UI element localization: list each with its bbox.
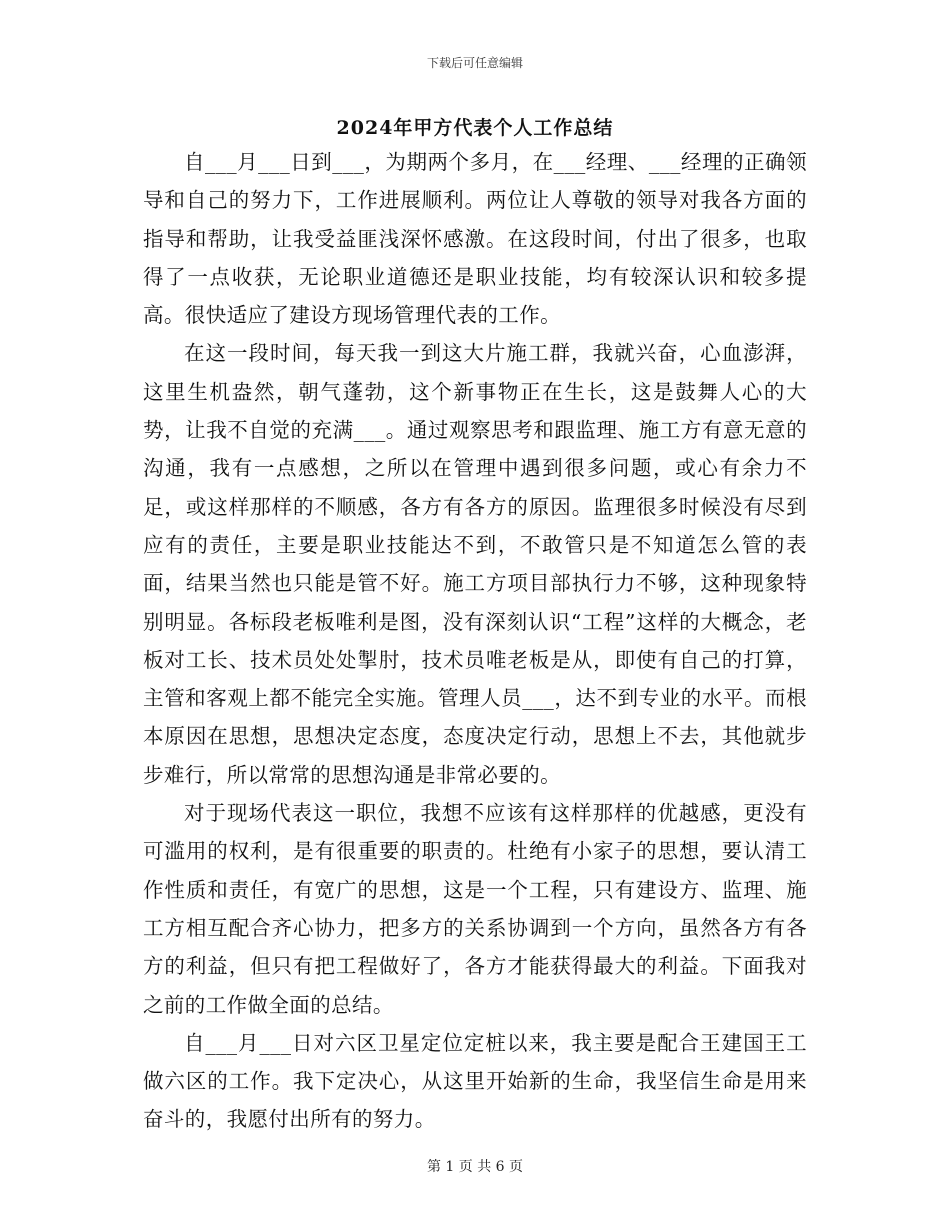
paragraph-4: 自___月___日对六区卫星定位定桩以来，我主要是配合王建国王工做六区的工作。我下定决心，从这里开始新的生命，我坚信生命是用来奋斗的，我愿付出所有的努力。 <box>143 1030 807 1132</box>
paragraph-2: 在这一段时间，每天我一到这大片施工群，我就兴奋，心血澎湃，这里生机盎然，朝气蓬勃，这个新事物正在生长，这是鼓舞人心的大势，让我不自觉的充满___。通过观察思考和跟监理、施工方有意无意的沟通，我有一点感想，之所以在管理中遇到很多问题，或心有余力不足，或这样那样的不顺感，各方有各方的原因。监理很多时候没有尽到应有的责任，主要是职业技能达不到，不敢管只是不知道怎么管的表面，结果当然也只能是管不好。施工方项目部执行力不够，这种现象特别明显。各标段老板唯利是图，没有深刻认识“工程”这样的大概念，老板对工长、技术员处处掣肘，技术员唯老板是从，即使有自己的打算，主管和客观上都不能完全实施。管理人员___，达不到专业的水平。而根本原因在思想，思想决定态度，态度决定行动，思想上不去，其他就步步难行，所以常常的思想沟通是非常必要的。 <box>143 341 807 787</box>
header-note: 下载后可任意编辑 <box>426 56 523 70</box>
page-footer: 第 1 页 共 6 页 <box>426 1159 524 1175</box>
document-body <box>143 143 807 1139</box>
paragraph-3: 对于现场代表这一职位，我想不应该有这样那样的优越感，更没有可滥用的权利，是有很重要的职责的。杜绝有小家子的思想，要认清工作性质和责任，有宽广的思想，这是一个工程，只有建设方、监理、施工方相互配合齐心协力，把多方的关系协调到一个方向，虽然各方有各方的利益，但只有把工程做好了，各方才能获得最大的利益。下面我对之前的工作做全面的总结。 <box>143 801 807 1017</box>
document-title: 2024年甲方代表个人工作总结 <box>336 117 614 139</box>
paragraph-1: 自___月___日到___，为期两个多月，在___经理、___经理的正确领导和自己的努力下，工作进展顺利。两位让人尊敬的领导对我各方面的指导和帮助，让我受益匪浅深怀感激。在这段时间，付出了很多，也取得了一点收获，无论职业道德还是职业技能，均有较深认识和较多提高。很快适应了建设方现场管理代表的工作。 <box>143 150 807 328</box>
